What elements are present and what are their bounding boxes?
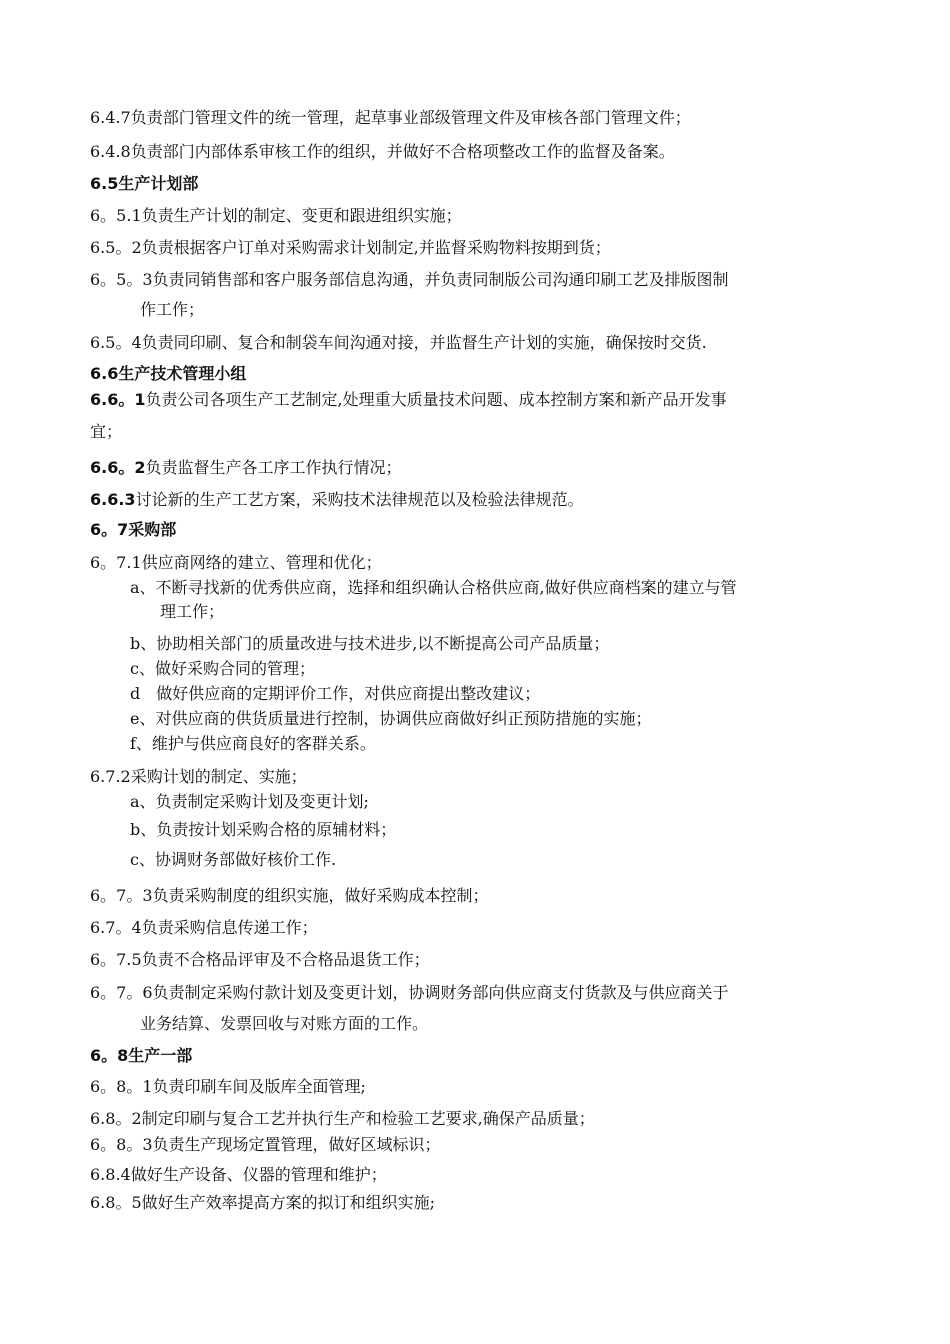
clause-6-7-1-f: f、维护与供应商良好的客群关系。 [130,734,376,753]
section-heading-6-7: 6。7采购部 [90,520,177,539]
clause-6-8-4: 6.8.4做好生产设备、仪器的管理和维护； [90,1165,387,1184]
clause-6-6-3 [90,490,584,510]
clause-number: 6.6。1 [90,390,146,409]
clause-text: 负责监督生产各工序工作执行情况； [145,458,402,477]
clause-number: 6.6。2 [90,458,146,477]
clause-6-8-2: 6.8。2制定印刷与复合工艺并执行生产和检验工艺要求,确保产品质量； [90,1109,595,1128]
clause-6-7-1-c: c、做好采购合同的管理； [130,659,315,678]
clause-6-7-1-d: d 做好供应商的定期评价工作，对供应商提出整改建议； [130,684,541,703]
clause-6-8-3: 6。8。3负责生产现场定置管理，做好区域标识； [90,1135,441,1154]
clause-6-6-1-line1 [90,390,727,410]
clause-6-4-7: 6.4.7负责部门管理文件的统一管理，起草事业部级管理文件及审核各部门管理文件； [90,108,691,127]
clause-6-5-3-line1: 6。5。3负责同销售部和客户服务部信息沟通，并负责同制版公司沟通印刷工艺及排版图制 [90,270,729,289]
clause-6-6-1-line2: 宜； [90,422,123,441]
clause-6-7-5: 6。7.5负责不合格品评审及不合格品退货工作； [90,950,430,969]
section-heading-6-5: 6.5生产计划部 [90,174,199,193]
clause-6-7-2-a: a、负责制定采购计划及变更计划; [130,792,369,811]
clause-6-7-4: 6.7。4负责采购信息传递工作； [90,918,318,937]
clause-6-7-3: 6。7。3负责采购制度的组织实施，做好采购成本控制； [90,886,489,905]
clause-6-7-1-a-line2: 理工作； [160,602,225,621]
clause-6-7-2-b: b、负责按计划采购合格的原辅材料； [130,820,397,839]
clause-6-8-1: 6。8。1负责印刷车间及版库全面管理; [90,1077,366,1096]
clause-6-7-1-b: b、协助相关部门的质量改进与技术进步,以不断提高公司产品质量； [130,634,610,653]
clause-6-6-2 [90,458,402,478]
clause-number: 6.6.3 [90,490,136,509]
clause-6-5-2: 6.5。2负责根据客户订单对采购需求计划制定,并监督采购物料按期到货； [90,238,611,257]
clause-6-5-4: 6.5。4负责同印刷、复合和制袋车间沟通对接，并监督生产计划的实施，确保按时交货. [90,333,707,352]
clause-6-7-6-line2: 业务结算、发票回收与对账方面的工作。 [140,1014,429,1033]
clause-text: 负责公司各项生产工艺制定,处理重大质量技术问题、成本控制方案和新产品开发事 [145,390,727,409]
clause-text: 讨论新的生产工艺方案，采购技术法律规范以及检验法律规范。 [135,490,584,509]
clause-6-7-1-e: e、对供应商的供货质量进行控制，协调供应商做好纠正预防措施的实施； [130,709,652,728]
clause-6-5-1: 6。5.1负责生产计划的制定、变更和跟进组织实施； [90,206,462,225]
section-heading-6-6: 6.6生产技术管理小组 [90,364,247,383]
clause-6-7-1: 6。7.1供应商网络的建立、管理和优化； [90,553,382,572]
clause-6-7-6-line1: 6。7。6负责制定采购付款计划及变更计划，协调财务部向供应商支付货款及与供应商关于 [90,983,729,1002]
clause-6-8-5: 6.8。5做好生产效率提高方案的拟订和组织实施; [90,1193,436,1212]
clause-6-4-8: 6.4.8负责部门内部体系审核工作的组织，并做好不合格项整改工作的监督及备案。 [90,142,675,161]
clause-6-5-3-line2: 作工作； [140,300,205,319]
clause-6-7-2-c: c、协调财务部做好核价工作. [130,850,337,869]
clause-6-7-1-a-line1: a、不断寻找新的优秀供应商，选择和组织确认合格供应商,做好供应商档案的建立与管 [130,578,737,597]
section-heading-6-8: 6。8生产一部 [90,1046,193,1065]
clause-6-7-2: 6.7.2采购计划的制定、实施； [90,767,307,786]
